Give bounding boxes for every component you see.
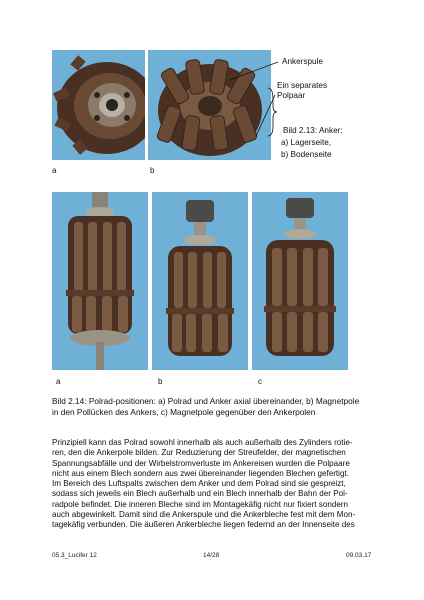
figure-2-13-caption-line3: b) Bodenseite [281, 150, 332, 159]
callout-pole-pair-line2: Polpaar [277, 91, 306, 100]
figure-2-13-caption-line1: Bild 2.13: Anker: [283, 126, 343, 135]
photo-armature-bearing-side [52, 50, 145, 160]
body-line: sodass sich jeweils ein Blech außerhalb und ein Blech innerhalb der Bahn der Pol- [52, 489, 348, 499]
figure-2-14-label-a: a [56, 377, 61, 386]
body-line: Spannungsabfälle und der Wirbelstromverluste im Ankereisen wurden die Polpaare [52, 458, 350, 468]
figure-2-13-caption-line2: a) Lagerseite, [281, 138, 332, 147]
body-line: tagekäfig verbunden. Die äußeren Ankerbleche liegen federnd an der Innenseite des [52, 520, 355, 530]
body-line: ren, den die Ankerpole bilden. Zur Reduzierung der Streufelder, der magnetischen [52, 448, 346, 458]
photo-pole-wheel-position-b [152, 192, 248, 370]
footer-left: 05.3_Lucifer 12 [52, 552, 97, 559]
figure-2-14-caption-line2: in den Pollücken des Ankers, c) Magnetpole gegenüber den Ankerpolen [52, 407, 316, 417]
body-paragraph [52, 438, 382, 531]
photo-pole-wheel-position-a [52, 192, 148, 370]
callout-armature-coil: Ankerspule [282, 57, 323, 66]
footer-page-number: 14/28 [203, 552, 220, 559]
figure-2-14-label-c: c [258, 377, 262, 386]
figure-2-14-label-b: b [158, 377, 163, 386]
body-line: Im Bereich des Luftspalts zwischen dem Anker und dem Polrad sind sie gespreizt, [52, 479, 346, 489]
body-line: nicht aus einem Blech sondern aus zwei übereinander liegenden Blechen gefertigt. [52, 468, 349, 478]
figure-2-14-caption-line1: Bild 2.14: Polrad-positionen: a) Polrad und Anker axial übereinander, b) Magnetpole [52, 396, 360, 406]
callout-pole-pair-line1: Ein separates [277, 81, 328, 90]
figure-2-13-label-b: b [150, 166, 155, 175]
figure-2-13-label-a: a [52, 166, 57, 175]
body-line: Prinzipiell kann das Polrad sowohl innerhalb als auch außerhalb des Zylinders rotie- [52, 438, 353, 447]
footer-date: 09.03.17 [346, 552, 372, 559]
body-line: auch abgewinkelt. Damit sind die Ankerspule und die Ankerbleche fest mit dem Mon- [52, 510, 356, 520]
photo-pole-wheel-position-c [252, 192, 348, 370]
body-line: radpole befindet. Die inneren Bleche sind im Montagekäfig nicht nur fixiert sondern [52, 499, 349, 509]
